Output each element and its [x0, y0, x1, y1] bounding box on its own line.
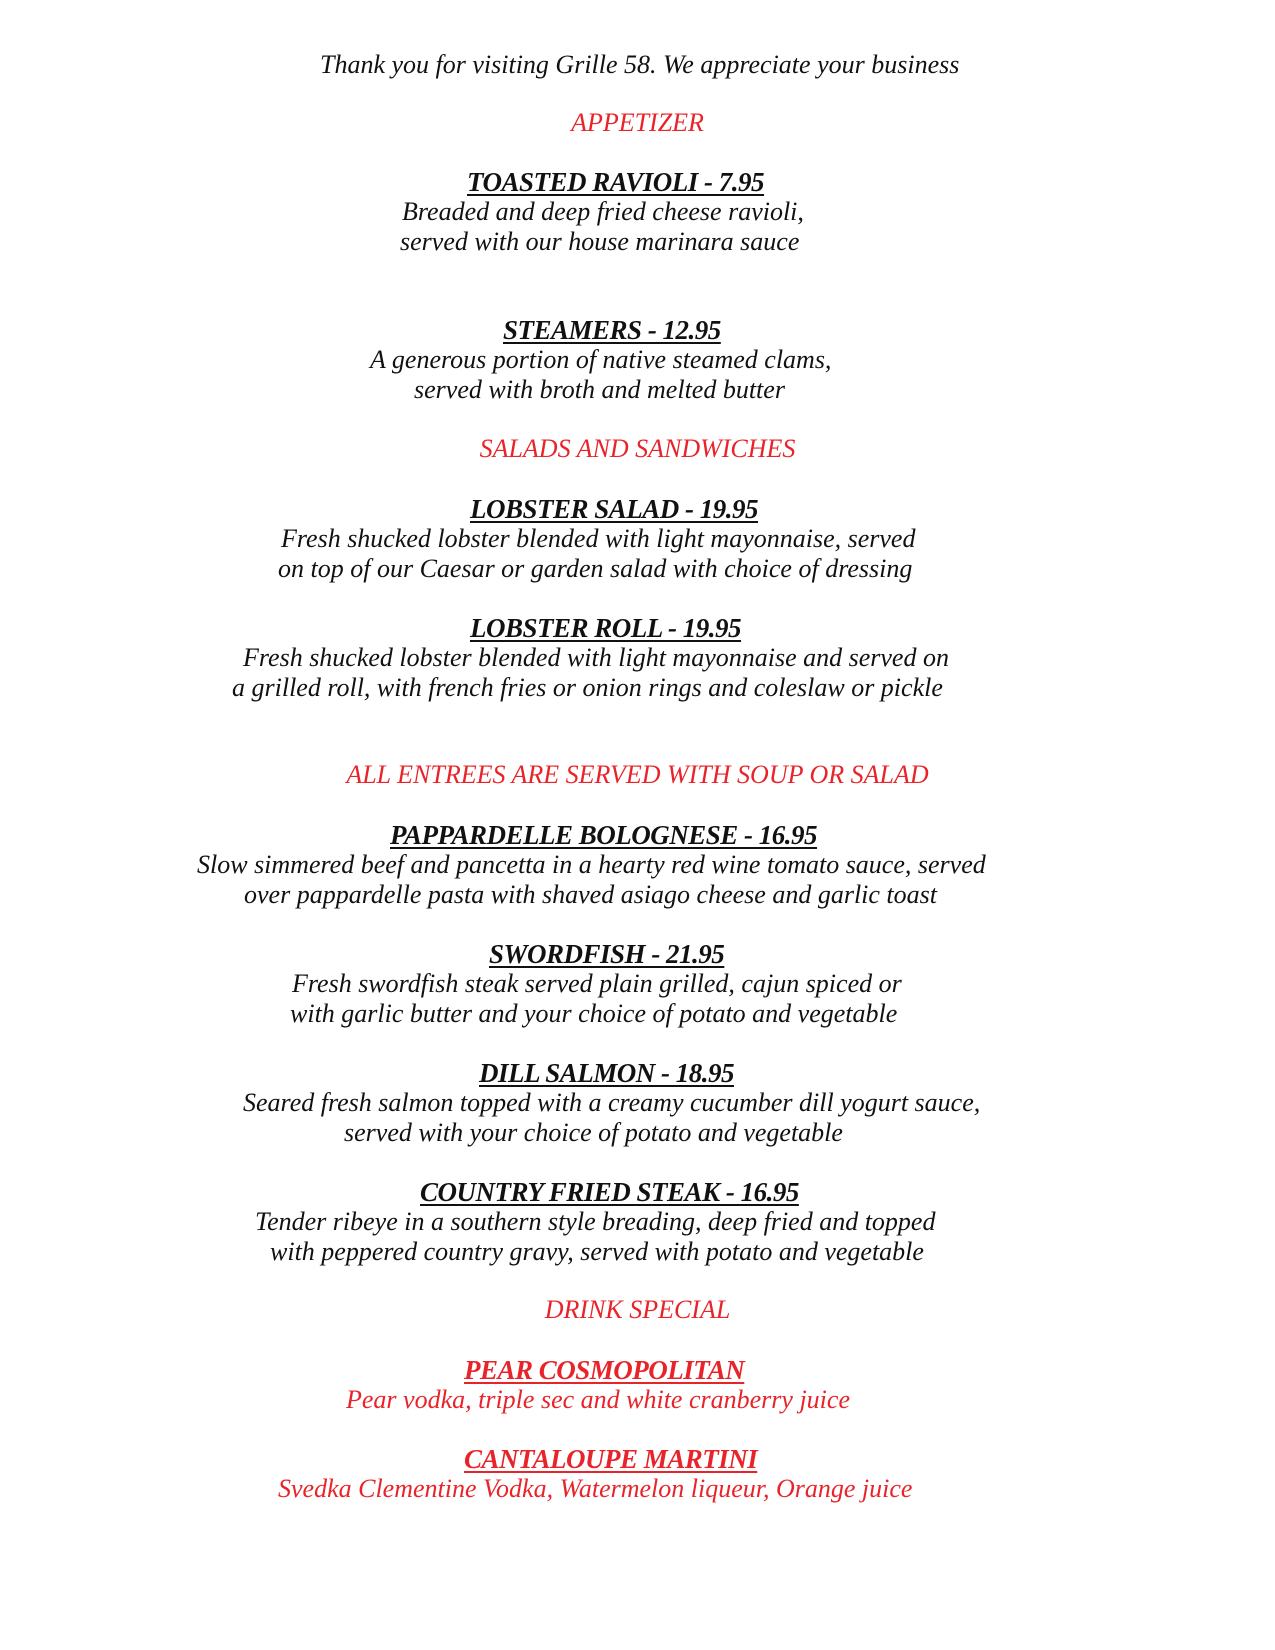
menu-item-description: Slow simmered beef and pancetta in a hearty red wine tomato sauce, served: [197, 850, 986, 879]
drink-item-description: Svedka Clementine Vodka, Watermelon liqueur, Orange juice: [278, 1474, 913, 1503]
menu-item-description: Breaded and deep fried cheese ravioli,: [402, 197, 804, 226]
menu-item-description: served with our house marinara sauce: [400, 227, 800, 256]
menu-item-title: STEAMERS - 12.95: [503, 315, 721, 345]
menu-item-title: PAPPARDELLE BOLOGNESE - 16.95: [390, 820, 818, 850]
menu-item-description: Fresh shucked lobster blended with light mayonnaise and served on: [243, 643, 949, 672]
menu-item-description: with garlic butter and your choice of potato and vegetable: [290, 999, 898, 1028]
menu-item-title: LOBSTER SALAD - 19.95: [470, 494, 759, 524]
section-heading-drink-special: DRINK SPECIAL: [544, 1295, 731, 1324]
menu-item-description: over pappardelle pasta with shaved asiago cheese and garlic toast: [244, 880, 937, 909]
drink-item-description: Pear vodka, triple sec and white cranberry juice: [346, 1385, 850, 1414]
menu-item-description: A generous portion of native steamed clams,: [370, 345, 832, 374]
menu-item-description: with peppered country gravy, served with potato and vegetable: [270, 1237, 924, 1266]
menu-item-description: on top of our Caesar or garden salad with choice of dressing: [278, 554, 913, 583]
intro-text: Thank you for visiting Grille 58. We appreciate your business: [320, 50, 960, 79]
menu-item-description: served with broth and melted butter: [414, 375, 785, 404]
menu-item-description: served with your choice of potato and vegetable: [344, 1118, 843, 1147]
section-heading-salads-sandwiches: SALADS AND SANDWICHES: [479, 434, 796, 463]
drink-item-title: PEAR COSMOPOLITAN: [464, 1355, 745, 1385]
menu-item-title: LOBSTER ROLL - 19.95: [470, 613, 742, 643]
menu-item-description: a grilled roll, with french fries or onion rings and coleslaw or pickle: [232, 673, 943, 702]
menu-item-description: Fresh swordfish steak served plain grilled, cajun spiced or: [292, 969, 902, 998]
menu-item-title: SWORDFISH - 21.95: [489, 939, 725, 969]
drink-item-title: CANTALOUPE MARTINI: [464, 1444, 758, 1474]
menu-item-description: Seared fresh salmon topped with a creamy cucumber dill yogurt sauce,: [243, 1088, 981, 1117]
section-heading-entrees: ALL ENTREES ARE SERVED WITH SOUP OR SALAD: [346, 760, 929, 789]
menu-item-title: DILL SALMON - 18.95: [479, 1058, 735, 1088]
menu-item-title: TOASTED RAVIOLI - 7.95: [467, 167, 765, 197]
menu-item-description: Fresh shucked lobster blended with light mayonnaise, served: [281, 524, 916, 553]
menu-item-description: Tender ribeye in a southern style breading, deep fried and topped: [255, 1207, 936, 1236]
section-heading-appetizer: APPETIZER: [571, 108, 704, 137]
menu-item-title: COUNTRY FRIED STEAK - 16.95: [420, 1177, 799, 1207]
